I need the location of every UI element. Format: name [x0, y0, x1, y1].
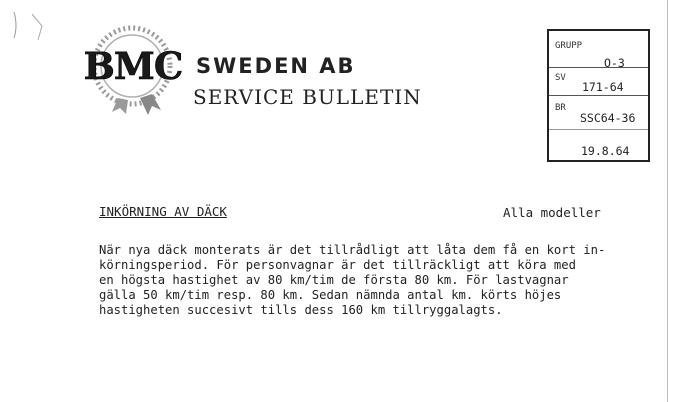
ref-divider: [549, 129, 648, 130]
br-value: SSC64-36: [580, 111, 636, 125]
logo-text: BMC: [83, 44, 183, 88]
body-line: körningsperiod. För personvagnar är det tillräckligt att köra med: [99, 258, 576, 272]
ref-divider: [549, 95, 648, 96]
sv-label: SV: [555, 73, 566, 83]
document-type: SERVICE BULLETIN: [193, 85, 422, 109]
bulletin-title: INKÖRNING AV DÄCK: [99, 204, 227, 219]
group-label: GRUPP: [555, 41, 583, 51]
reference-box: [547, 29, 650, 162]
body-line: hastigheten succesivt tills dess 160 km tillryggalagts.: [99, 303, 503, 317]
body-line: en högsta hastighet av 80 km/tim de första 80 km. För lastvagnar: [99, 273, 569, 287]
company-name: SWEDEN AB: [196, 54, 356, 78]
bmc-rosette-icon: [82, 20, 186, 116]
bulletin-body: [99, 243, 605, 318]
sv-value: 171-64: [582, 80, 624, 94]
body-line: När nya däck monterats är det tillrådligt att låta dem få en kort in-: [99, 243, 606, 257]
page-edge: [667, 0, 668, 402]
group-value: O-3: [604, 56, 625, 70]
body-line: gälla 50 km/tim resp. 80 km. Sedan nämnda antal km. körts höjes: [99, 288, 562, 302]
ref-divider: [549, 67, 648, 68]
bulletin-date: 19.8.64: [581, 144, 630, 158]
corner-pencil-mark: [8, 8, 48, 48]
applies-to: Alla modeller: [503, 205, 601, 220]
bmc-logo: [82, 20, 186, 116]
br-label: BR: [555, 103, 566, 113]
